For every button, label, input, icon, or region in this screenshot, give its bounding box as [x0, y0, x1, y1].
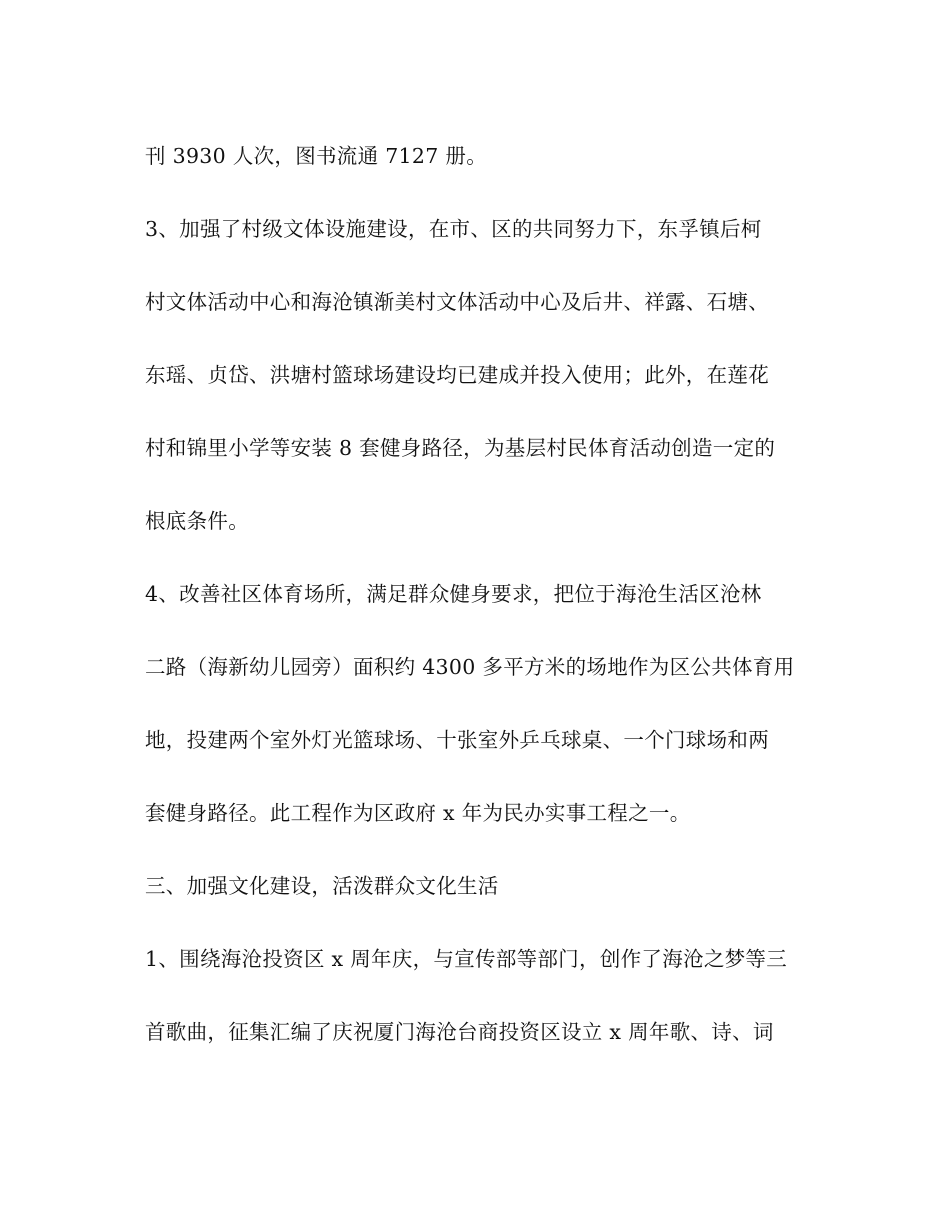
- text-line: 首歌曲，征集汇编了庆祝厦门海沧台商投资区设立 x 周年歌、诗、词: [145, 1020, 774, 1044]
- text-line: 村文体活动中心和海沧镇渐美村文体活动中心及后井、祥露、石塘、: [145, 290, 769, 314]
- text-line: 3、加强了村级文体设施建设，在市、区的共同努力下，东孚镇后柯: [145, 217, 762, 241]
- text-line: 1、围绕海沧投资区 x 周年庆，与宣传部等部门，创作了海沧之梦等三: [145, 947, 788, 971]
- section-heading: 三、加强文化建设，活泼群众文化生活: [145, 874, 499, 898]
- text-line: 根底条件。: [145, 509, 249, 533]
- text-line: 东瑶、贞岱、洪塘村篮球场建设均已建成并投入使用；此外，在莲花: [145, 363, 769, 387]
- text-line: 刊 3930 人次，图书流通 7127 册。: [145, 144, 488, 168]
- text-line: 地，投建两个室外灯光篮球场、十张室外乒乓球桌、一个门球场和两: [145, 728, 769, 752]
- text-line: 4、改善社区体育场所，满足群众健身要求，把位于海沧生活区沧林: [145, 582, 762, 606]
- text-line: 套健身路径。此工程作为区政府 x 年为民办实事工程之一。: [145, 801, 691, 825]
- text-line: 二路（海新幼儿园旁）面积约 4300 多平方米的场地作为区公共体育用: [145, 655, 795, 679]
- text-line: 村和锦里小学等安装 8 套健身路径，为基层村民体育活动创造一定的: [145, 436, 776, 460]
